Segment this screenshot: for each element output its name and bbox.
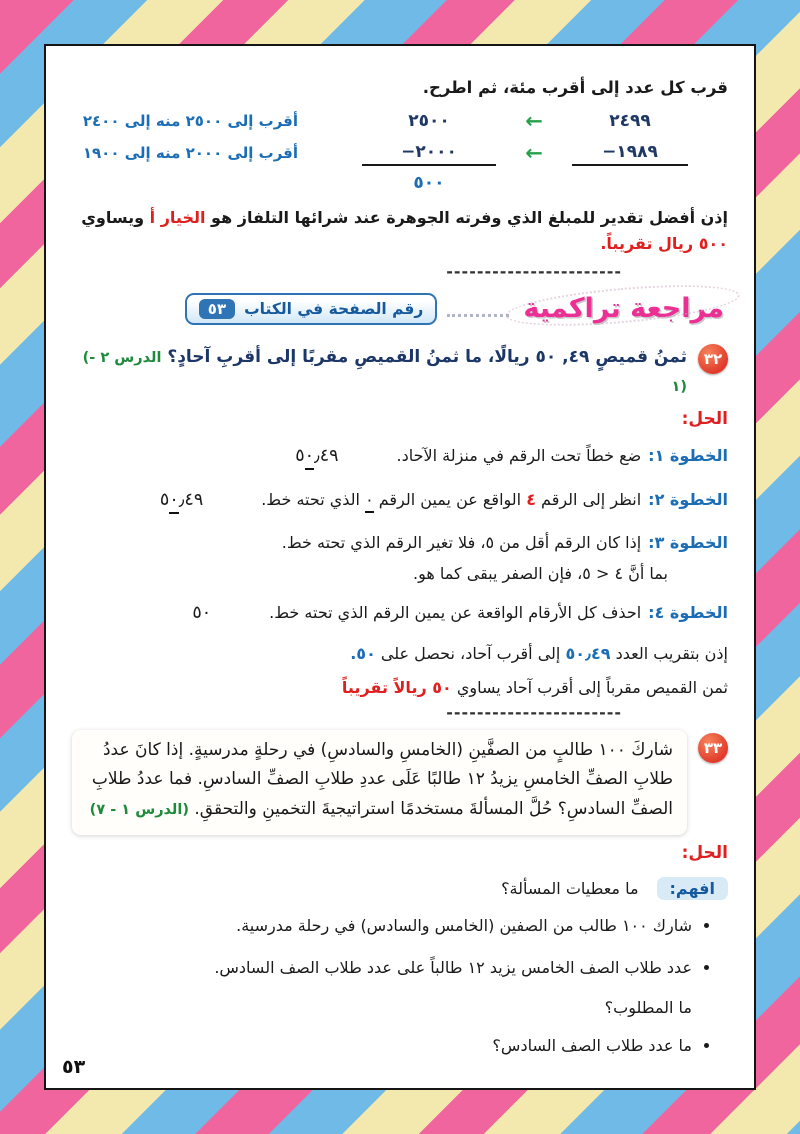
dashed-separator: ----------------------- (446, 702, 622, 722)
question-33-number-badge: ٣٣ (698, 733, 728, 763)
step-2-text (261, 488, 728, 513)
step-4-instruction: احذف كل الأرقام الواقعة عن يمين الرقم الذي تحته خط. (269, 602, 642, 622)
book-page-badge (185, 293, 438, 325)
textbook-page (44, 44, 756, 1090)
cumulative-review-header (72, 293, 728, 325)
badge-page-number: ٥٣ (199, 299, 235, 319)
digits: ٫٤٩ (178, 489, 204, 510)
solution-label-33: الحل: (681, 842, 728, 863)
badge-label: رقم الصفحة في الكتاب (244, 299, 424, 318)
solution-step-3 (72, 531, 728, 556)
question-32-number-badge: ٣٢ (698, 344, 728, 374)
step-1-text (397, 444, 728, 469)
arrow-left-icon: ← (525, 109, 543, 133)
lesson-reference-33: (الدرس ١ - ٧) (89, 802, 189, 819)
step-4-number: ٥٠ (192, 602, 212, 623)
digits: ٫٤٩ (314, 445, 339, 466)
dashed-separator: ----------------------- (446, 261, 622, 281)
result-text-2: إلى أقرب آحاد، نحصل على (375, 643, 566, 663)
q32-text-part-1: ثمنُ قميصٍ (589, 346, 687, 367)
solution-label-32: الحل: (681, 408, 728, 429)
given-item: • شارك ١٠٠ طالب من الصفين (الخامس والسادس) في رحلة مدرسية. (72, 914, 692, 938)
step-2-instruction-1: انظر إلى الرقم (535, 489, 642, 509)
q33-statement: شاركَ ١٠٠ طالبٍ من الصفَّينِ (الخامسِ والسادسِ) في رحلةٍ مدرسيةٍ. إذا كانَ عددُ طلابِ الصفِّ الخامسِ يزيدُ ١٢ طالبًا عَلَى عددِ طلابِ الصفِّ السادسِ. فما عددُ طلابِ الصفِّ السادسِ؟ حُلَّ المسألةَ مستخدمًا استراتيجيةَ التخمينِ والتحققِ. (91, 739, 673, 820)
underlined-digit: ٠ (305, 446, 314, 470)
estimate-text-2: ويساوي (81, 208, 150, 227)
rounding-result-statement (72, 644, 728, 663)
step-3-instruction: إذا كان الرقم أقل من ٥، فلا تغير الرقم الذي تحته خط. (281, 532, 642, 552)
reasoning-post: ، فإن الصفر يبقى كما هو. (413, 563, 583, 583)
arrow-left-icon: ← (525, 141, 543, 165)
instruction-line: قرب كل عدد إلى أقرب مئة، ثم اطرح. (422, 78, 728, 97)
step-1-label: الخطوة ١: (648, 445, 728, 465)
q32-text-part-2: ريالًا، ما ثمنُ القميصِ مقربًا إلى أقربِ آحادٍ؟ (161, 346, 536, 367)
given-item: • عدد طلاب الصف الخامس يزيد ١٢ طالباً على عدد طلاب الصف السادس. (72, 956, 692, 980)
difference-result: ٥٠٠ (413, 173, 445, 193)
digit: ٥ (295, 445, 305, 466)
choice-answer: الخيار أ (149, 208, 206, 227)
highlighted-digit: ٤ (526, 489, 536, 509)
final-answer-value: ٥٠ ريالاً تقريباً (341, 677, 452, 697)
subtrahend-original: −١٩٨٩ (572, 140, 688, 166)
understand-label: افهم: (657, 877, 728, 900)
step-2-instruction-2: الواقع عن يمين الرقم (373, 489, 527, 509)
required-question-label: ما المطلوب؟ (604, 997, 692, 1017)
comparison-expression: ٤ < ٥ (582, 563, 624, 583)
rounded-from-value: ٥٠٫٤٩ (565, 643, 611, 663)
step-1-number (295, 443, 338, 470)
understand-section (72, 877, 728, 900)
question-32-text (72, 343, 687, 401)
underlined-digit: ٠ (365, 490, 374, 513)
step-2-instruction-3: الذي تحته خط. (261, 489, 366, 509)
step-3-text (282, 531, 728, 556)
underlined-digit: ٠ (169, 490, 178, 514)
rounded-to-value: ٥٠. (350, 643, 376, 663)
digit: ٥ (159, 489, 170, 510)
subtrahend-rounded: −٢٠٠٠ (362, 140, 496, 166)
step-4-label: الخطوة ٤: (648, 602, 728, 622)
question-33-text (72, 730, 687, 835)
solution-step-4 (72, 600, 728, 627)
givens-list (72, 914, 728, 980)
step-1-instruction: ضع خطاً تحت الرقم في منزلة الآحاد. (396, 445, 642, 465)
question-33 (72, 730, 728, 835)
step-3-label: الخطوة ٣: (648, 532, 728, 552)
solution-step-2 (72, 487, 728, 514)
reasoning-pre: بما أنَّ (623, 563, 668, 583)
rounding-note-2: أقرب إلى ٢٠٠٠ منه إلى ١٩٠٠ (82, 144, 298, 162)
required-list (72, 1034, 728, 1058)
result-text-1: إذن بتقريب العدد (610, 643, 728, 663)
estimate-amount: ٥٠٠ ريال تقريباً. (600, 234, 728, 254)
final-answer-32 (72, 678, 728, 697)
page-number: ٥٣ (62, 1056, 86, 1078)
step-2-label: الخطوة ٢: (648, 489, 728, 509)
required-item: • ما عدد طلاب الصف السادس؟ (72, 1034, 692, 1058)
dotted-leader (447, 300, 509, 317)
understand-question: ما معطيات المسألة؟ (501, 878, 639, 898)
step-4-text (269, 601, 728, 626)
estimate-conclusion (72, 205, 728, 258)
final-text: ثمن القميص مقرباً إلى أقرب آحاد يساوي (451, 677, 728, 697)
rounding-subtraction-work (72, 109, 688, 193)
question-32 (72, 341, 728, 401)
estimate-text-1: إذن أفضل تقدير للمبلغ الذي وفرته الجوهرة عند شرائها التلفاز هو (205, 208, 728, 227)
lesson-reference-32: (الدرس ٢ - ١) (82, 349, 687, 395)
rounding-note-1: أقرب إلى ٢٥٠٠ منه إلى ٢٤٠٠ (82, 112, 298, 130)
minuend-original: ٢٤٩٩ (609, 111, 651, 131)
step-3-reasoning (72, 564, 668, 583)
step-2-number (160, 487, 203, 514)
minuend-rounded: ٢٥٠٠ (408, 111, 450, 131)
price-value: ٤٩, ٥٠ (535, 346, 590, 367)
solution-step-1 (72, 443, 728, 470)
section-title: مراجعة تراكمية (519, 293, 728, 324)
